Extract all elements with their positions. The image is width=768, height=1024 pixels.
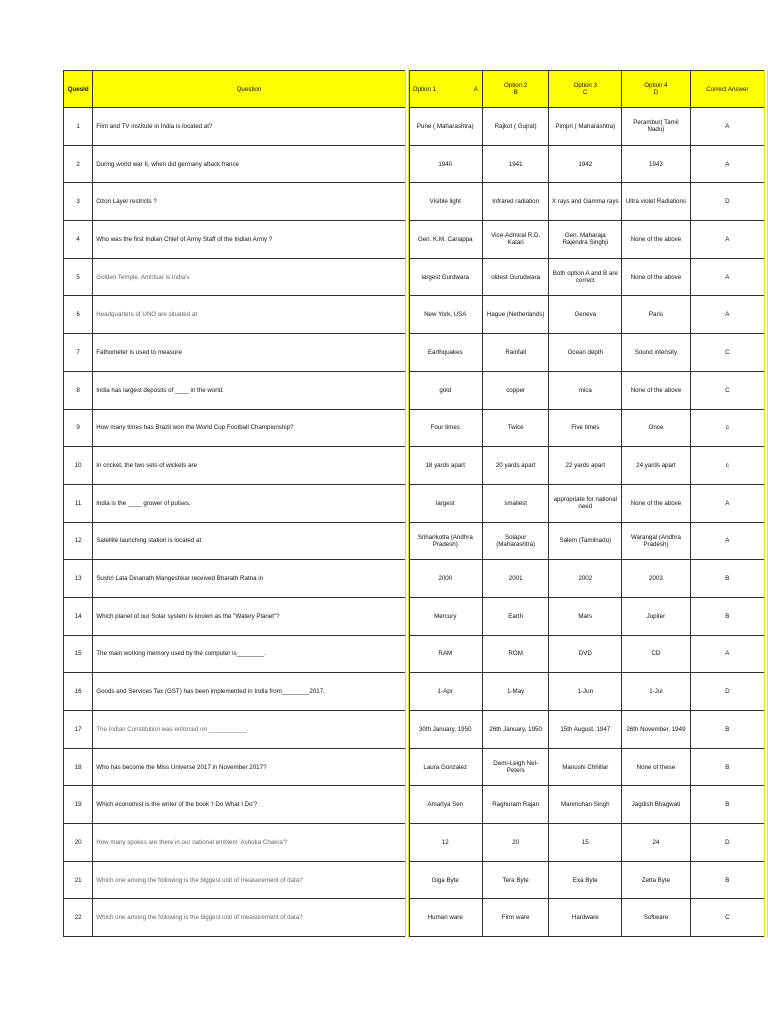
header-correct-answer: Correct Answer <box>690 71 766 108</box>
option-2-cell: oldest Gurudwara <box>482 258 549 296</box>
header-option-4 <box>622 71 691 108</box>
table-row <box>64 560 767 598</box>
option-3-cell: 15 <box>549 824 622 862</box>
option-4-cell: Jupiter <box>622 597 691 635</box>
question-text-cell: Ozon Layer restricts ? <box>93 183 407 221</box>
option-3-cell: Salem (Tamilnadu) <box>549 522 622 560</box>
option-1-cell: Earthquakes <box>407 334 483 372</box>
table-row <box>64 597 767 635</box>
option-3-cell: Manmohan Singh <box>549 786 622 824</box>
question-text-cell: Fathometer is used to measure <box>93 334 407 372</box>
option-2-cell: Raghuram Rajan <box>482 786 549 824</box>
table-row <box>64 221 767 259</box>
table-row <box>64 296 767 334</box>
option-1-cell: largest <box>407 484 483 522</box>
option-1-cell: Pune ( Maharashtra) <box>407 108 483 146</box>
option-4-cell: Sound intensity <box>622 334 691 372</box>
option-4-cell: Ultra violet Radiations <box>622 183 691 221</box>
option-4-cell: None of the above <box>622 371 691 409</box>
correct-answer-cell: B <box>690 786 766 824</box>
header-option-2 <box>482 71 549 108</box>
option-3-cell: Ocean depth <box>549 334 622 372</box>
correct-answer-cell: A <box>690 296 766 334</box>
option-1-cell: Laura Gonzalez <box>407 748 483 786</box>
header-option-4-label: Option 4 <box>644 82 668 89</box>
option-4-cell: Software <box>622 899 691 937</box>
correct-answer-cell: B <box>690 711 766 749</box>
option-1-cell: 1-Apr <box>407 673 483 711</box>
question-number-cell: 9 <box>64 409 93 447</box>
option-4-cell: Perambur( Tamil Nadu) <box>622 108 691 146</box>
option-1-cell: 12 <box>407 824 483 862</box>
question-text-cell: In cricket, the two sets of wickets are <box>93 447 407 485</box>
option-1-cell: Human ware <box>407 899 483 937</box>
option-1-cell: 18 yards apart <box>407 447 483 485</box>
option-2-cell: 1-May <box>482 673 549 711</box>
header-option-3-letter: C <box>583 89 588 96</box>
option-2-cell: Rainfall <box>482 334 549 372</box>
table-body <box>64 108 767 937</box>
option-2-cell: 26th January, 1950 <box>482 711 549 749</box>
option-1-cell: Sriharikotta (Andhra Pradesh) <box>407 522 483 560</box>
option-4-cell: None of the above <box>622 221 691 259</box>
question-number-cell: 18 <box>64 748 93 786</box>
option-2-cell: smallest <box>482 484 549 522</box>
correct-answer-cell: B <box>690 748 766 786</box>
correct-answer-cell: A <box>690 145 766 183</box>
option-4-cell: 1-Jul <box>622 673 691 711</box>
question-number-cell: 2 <box>64 145 93 183</box>
option-3-cell: DVD <box>549 635 622 673</box>
table-row <box>64 861 767 899</box>
table-row <box>64 108 767 146</box>
option-1-cell: RAM <box>407 635 483 673</box>
option-1-cell: New York, USA <box>407 296 483 334</box>
option-4-cell: 24 yards apart <box>622 447 691 485</box>
option-2-cell: ROM <box>482 635 549 673</box>
correct-answer-cell: A <box>690 522 766 560</box>
question-number-cell: 19 <box>64 786 93 824</box>
question-number-cell: 12 <box>64 522 93 560</box>
question-text-cell: Film and TV institute in India is located at? <box>93 108 407 146</box>
table-row <box>64 334 767 372</box>
table-row <box>64 899 767 937</box>
question-number-cell: 1 <box>64 108 93 146</box>
quiz-table <box>63 70 768 937</box>
table-row <box>64 635 767 673</box>
option-2-cell: Solapur (Maharashtra) <box>482 522 549 560</box>
question-number-cell: 11 <box>64 484 93 522</box>
table-row <box>64 145 767 183</box>
option-2-cell: 2001 <box>482 560 549 598</box>
correct-answer-cell: c <box>690 447 766 485</box>
correct-answer-cell: D <box>690 183 766 221</box>
question-number-cell: 21 <box>64 861 93 899</box>
question-text-cell: Goods and Services Tax (GST) has been implemented in India from________2017. <box>93 673 407 711</box>
option-1-cell: largest Gurdwara <box>407 258 483 296</box>
header-question: Question <box>93 71 407 108</box>
question-text-cell: Satellite launching station is located at <box>93 522 407 560</box>
question-number-cell: 6 <box>64 296 93 334</box>
question-number-cell: 22 <box>64 899 93 937</box>
option-3-cell: appropriate for national need <box>549 484 622 522</box>
option-4-cell: 24 <box>622 824 691 862</box>
option-2-cell: 20 yards apart <box>482 447 549 485</box>
question-number-cell: 13 <box>64 560 93 598</box>
table-row <box>64 371 767 409</box>
option-3-cell: X rays and Gamma rays <box>549 183 622 221</box>
correct-answer-cell: B <box>690 597 766 635</box>
option-4-cell: None of the above <box>622 258 691 296</box>
question-number-cell: 3 <box>64 183 93 221</box>
option-1-cell: Amartya Sen <box>407 786 483 824</box>
header-option-3-label: Option 3 <box>573 82 597 89</box>
table-row <box>64 711 767 749</box>
table-row <box>64 447 767 485</box>
option-3-cell: 2002 <box>549 560 622 598</box>
option-3-cell: Geneva <box>549 296 622 334</box>
question-text-cell: Which planet of our Solar system is known as the "Watery Planet"? <box>93 597 407 635</box>
option-2-cell: Vice-Admiral R.D. Katari <box>482 221 549 259</box>
table-row <box>64 748 767 786</box>
correct-answer-cell: C <box>690 334 766 372</box>
option-3-cell: Hardware <box>549 899 622 937</box>
option-2-cell: 1941 <box>482 145 549 183</box>
correct-answer-cell: B <box>690 861 766 899</box>
correct-answer-cell: B <box>690 560 766 598</box>
option-4-cell: 26th November, 1949 <box>622 711 691 749</box>
option-1-cell: gold <box>407 371 483 409</box>
question-number-cell: 16 <box>64 673 93 711</box>
table-row <box>64 258 767 296</box>
header-option-2-label: Option 2 <box>503 82 528 89</box>
option-3-cell: Manushi Chhillar <box>549 748 622 786</box>
header-option-1 <box>407 71 483 108</box>
option-4-cell: Paris <box>622 296 691 334</box>
question-text-cell: The main working memory used by the computer is________. <box>93 635 407 673</box>
correct-answer-cell: A <box>690 221 766 259</box>
option-3-cell: Exa Byte <box>549 861 622 899</box>
question-text-cell: During world war II, when did germany attack france <box>93 145 407 183</box>
correct-answer-cell: A <box>690 258 766 296</box>
question-text-cell: Headquarters of UNO are situated at <box>93 296 407 334</box>
question-text-cell: How many spokes are there in our national emblem 'Ashoka Chakra'? <box>93 824 407 862</box>
header-option-1-label: Option 1 <box>412 85 437 93</box>
header-row <box>64 71 767 108</box>
option-3-cell: 15th August, 1947 <box>549 711 622 749</box>
option-3-cell: Pimpri ( Maharashtra) <box>549 108 622 146</box>
correct-answer-cell: C <box>690 899 766 937</box>
option-2-cell: Infrared radiation <box>482 183 549 221</box>
option-1-cell: 30th January, 1950 <box>407 711 483 749</box>
option-1-cell: Giga Byte <box>407 861 483 899</box>
question-text-cell: Which one among the following is the biggest unit of measurement of data? <box>93 861 407 899</box>
question-text-cell: Which one among the following is the biggest unit of measurement of data? <box>93 899 407 937</box>
option-4-cell: Warangal (Andhra Pradesh) <box>622 522 691 560</box>
header-option-4-letter: D <box>653 89 659 96</box>
option-2-cell: Rajkot ( Gujrat) <box>482 108 549 146</box>
option-2-cell: Demi-Leigh Nel-Peters <box>482 748 549 786</box>
question-number-cell: 17 <box>64 711 93 749</box>
option-4-cell: Jagdish Bhagwati <box>622 786 691 824</box>
correct-answer-cell: A <box>690 635 766 673</box>
correct-answer-cell: D <box>690 824 766 862</box>
option-1-cell: Gen. K.M. Cariappa <box>407 221 483 259</box>
option-2-cell: Twice <box>482 409 549 447</box>
question-number-cell: 10 <box>64 447 93 485</box>
table-row <box>64 409 767 447</box>
option-2-cell: copper <box>482 371 549 409</box>
question-text-cell: Sushri Lata Dinanath Mangeshkar received Bharath Ratna in <box>93 560 407 598</box>
option-3-cell: Mars <box>549 597 622 635</box>
header-option-1-letter: A <box>473 85 478 93</box>
option-4-cell: None of these <box>622 748 691 786</box>
option-3-cell: Five times <box>549 409 622 447</box>
correct-answer-cell: A <box>690 484 766 522</box>
option-4-cell: Zetta Byte <box>622 861 691 899</box>
question-text-cell: The Indian Constitution was enforced on ___________. <box>93 711 407 749</box>
option-2-cell: Hague (Netherlands) <box>482 296 549 334</box>
question-text-cell: Who has become the Miss Universe 2017 in November 2017? <box>93 748 407 786</box>
option-3-cell: mica <box>549 371 622 409</box>
option-3-cell: 1-Jun <box>549 673 622 711</box>
option-4-cell: 2003 <box>622 560 691 598</box>
option-2-cell: Firm ware <box>482 899 549 937</box>
header-question-id: QuesId <box>64 71 93 108</box>
table-row <box>64 183 767 221</box>
option-3-cell: 1942 <box>549 145 622 183</box>
question-number-cell: 7 <box>64 334 93 372</box>
header-option-3 <box>549 71 622 108</box>
question-text-cell: Golden Temple, Amritsar is India's <box>93 258 407 296</box>
option-2-cell: Earth <box>482 597 549 635</box>
question-number-cell: 4 <box>64 221 93 259</box>
option-4-cell: 1943 <box>622 145 691 183</box>
question-text-cell: India is the ____ grower of pulses. <box>93 484 407 522</box>
correct-answer-cell: A <box>690 108 766 146</box>
option-1-cell: Visible light <box>407 183 483 221</box>
correct-answer-cell: D <box>690 673 766 711</box>
option-1-cell: Mercury <box>407 597 483 635</box>
option-2-cell: 20 <box>482 824 549 862</box>
correct-answer-cell: c <box>690 409 766 447</box>
question-text-cell: Which economist is the writer of the book 'I Do What I Do'? <box>93 786 407 824</box>
table-row <box>64 484 767 522</box>
table-row <box>64 522 767 560</box>
table-row <box>64 786 767 824</box>
correct-answer-cell: C <box>690 371 766 409</box>
option-4-cell: None of the above <box>622 484 691 522</box>
table-row <box>64 673 767 711</box>
option-1-cell: Four times <box>407 409 483 447</box>
header-option-2-letter: B <box>513 89 518 96</box>
table-row <box>64 824 767 862</box>
option-3-cell: Both option A and B are correct <box>549 258 622 296</box>
question-text-cell: Who was the first Indian Chief of Army Staff of the Indian Army ? <box>93 221 407 259</box>
quiz-sheet <box>63 70 768 937</box>
option-1-cell: 2000 <box>407 560 483 598</box>
question-number-cell: 5 <box>64 258 93 296</box>
question-number-cell: 15 <box>64 635 93 673</box>
option-4-cell: CD <box>622 635 691 673</box>
option-3-cell: Gen. Maharaja Rajendra Singhji <box>549 221 622 259</box>
question-text-cell: How many times has Brazil won the World Cup Football Championship? <box>93 409 407 447</box>
option-3-cell: 22 yards apart <box>549 447 622 485</box>
question-text-cell: India has largest deposits of ____ in the world. <box>93 371 407 409</box>
question-number-cell: 14 <box>64 597 93 635</box>
option-2-cell: Tera Byte <box>482 861 549 899</box>
option-1-cell: 1940 <box>407 145 483 183</box>
question-number-cell: 20 <box>64 824 93 862</box>
question-number-cell: 8 <box>64 371 93 409</box>
option-4-cell: Once <box>622 409 691 447</box>
